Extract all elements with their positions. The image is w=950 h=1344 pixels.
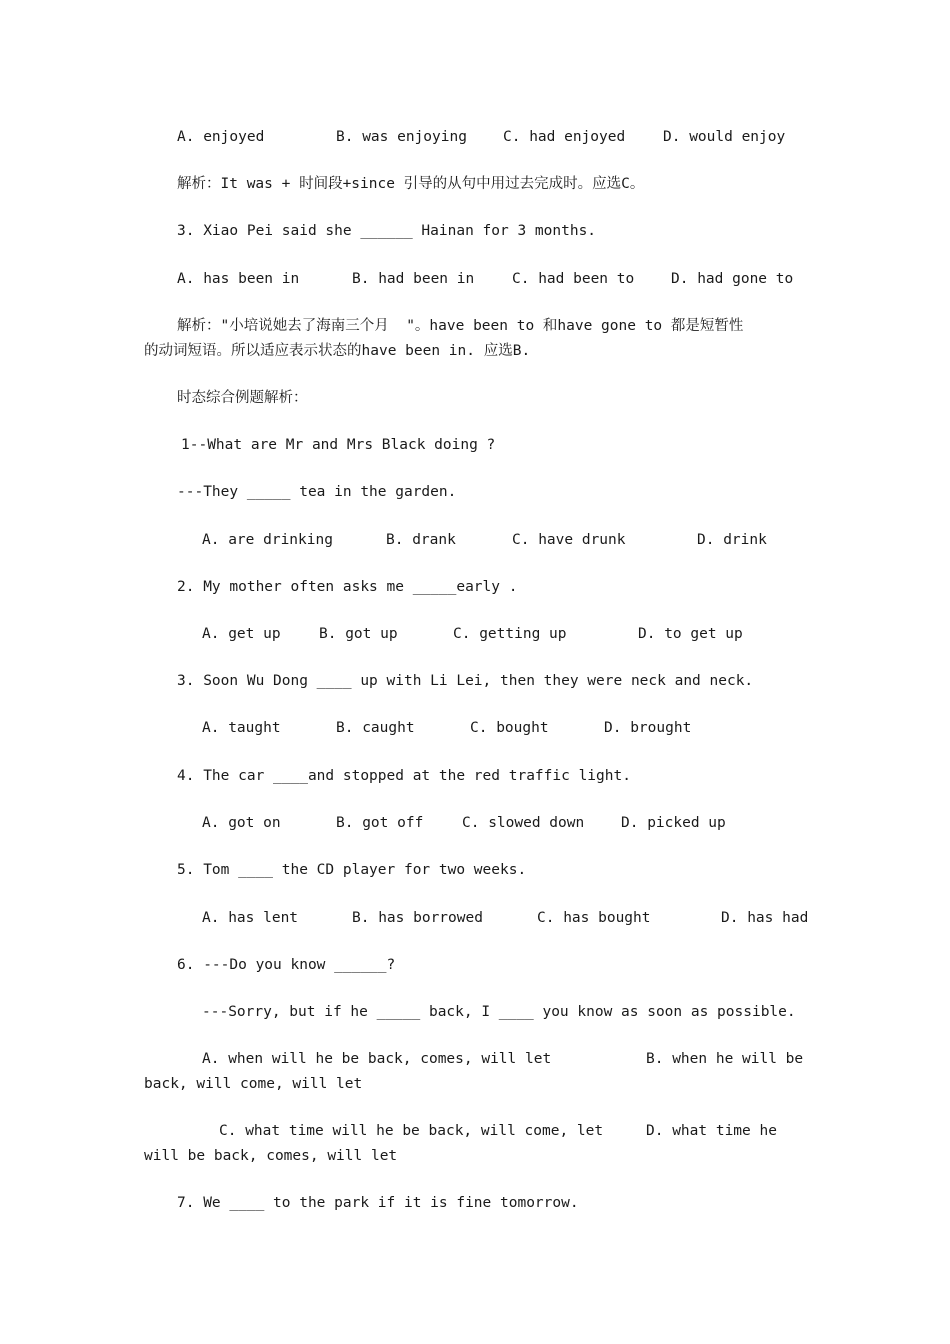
option-d: D. to get up — [638, 626, 743, 642]
option-a: A. has been in — [177, 271, 300, 287]
option-b: B. had been in — [352, 271, 475, 287]
question-stem: ---Sorry, but if he _____ back, I ____ you know as soon as possible. — [202, 1004, 796, 1020]
option-d: D. brought — [604, 720, 692, 736]
question-stem: ---They _____ tea in the garden. — [177, 484, 457, 500]
option-a: A. enjoyed — [177, 129, 265, 145]
question-stem: 6. ---Do you know ______? — [177, 957, 396, 973]
option-a: A. got on — [202, 815, 281, 831]
option-a: A. taught — [202, 720, 281, 736]
option-b: B. when he will be — [646, 1051, 804, 1067]
analysis-text: 解析："小培说她去了海南三个月 "。have been to 和have gone to 都是短暂性 — [177, 318, 744, 334]
question-stem: 5. Tom ____ the CD player for two weeks. — [177, 862, 527, 878]
option-d: D. what time he — [646, 1123, 777, 1139]
option-c: C. slowed down — [462, 815, 585, 831]
option-d: D. would enjoy — [663, 129, 786, 145]
option-c: C. had enjoyed — [503, 129, 626, 145]
option-d-continued: will be back, comes, will let — [144, 1148, 398, 1164]
option-c: C. have drunk — [512, 532, 626, 548]
option-d: D. drink — [697, 532, 767, 548]
option-b: B. was enjoying — [336, 129, 467, 145]
option-a: A. get up — [202, 626, 281, 642]
option-c: C. had been to — [512, 271, 635, 287]
option-b: B. caught — [336, 720, 415, 736]
analysis-text: 的动词短语。所以适应表示状态的have been in. 应选B. — [144, 343, 531, 359]
option-c: C. has bought — [537, 910, 651, 926]
section-title: 时态综合例题解析： — [177, 390, 308, 406]
option-a: A. when will he be back, comes, will let — [202, 1051, 552, 1067]
option-c: C. getting up — [453, 626, 567, 642]
option-b: B. has borrowed — [352, 910, 483, 926]
question-stem: 3. Soon Wu Dong ____ up with Li Lei, then they were neck and neck. — [177, 673, 754, 689]
analysis-text: 解析：It was + 时间段+since 引导的从句中用过去完成时。应选C。 — [177, 176, 645, 192]
option-b: B. got up — [319, 626, 398, 642]
option-d: D. picked up — [621, 815, 726, 831]
option-b: B. drank — [386, 532, 456, 548]
question-stem: 2. My mother often asks me _____early . — [177, 579, 518, 595]
question-stem: 1--What are Mr and Mrs Black doing ? — [181, 437, 496, 453]
option-b-continued: back, will come, will let — [144, 1076, 363, 1092]
option-a: A. has lent — [202, 910, 299, 926]
question-stem: 3. Xiao Pei said she ______ Hainan for 3 months. — [177, 223, 597, 239]
option-c: C. what time will he be back, will come, let — [219, 1123, 604, 1139]
option-a: A. are drinking — [202, 532, 333, 548]
question-stem: 4. The car ____and stopped at the red traffic light. — [177, 768, 631, 784]
option-c: C. bought — [470, 720, 549, 736]
option-d: D. had gone to — [671, 271, 794, 287]
question-stem: 7. We ____ to the park if it is fine tomorrow. — [177, 1195, 579, 1211]
option-b: B. got off — [336, 815, 424, 831]
option-d: D. has had — [721, 910, 809, 926]
